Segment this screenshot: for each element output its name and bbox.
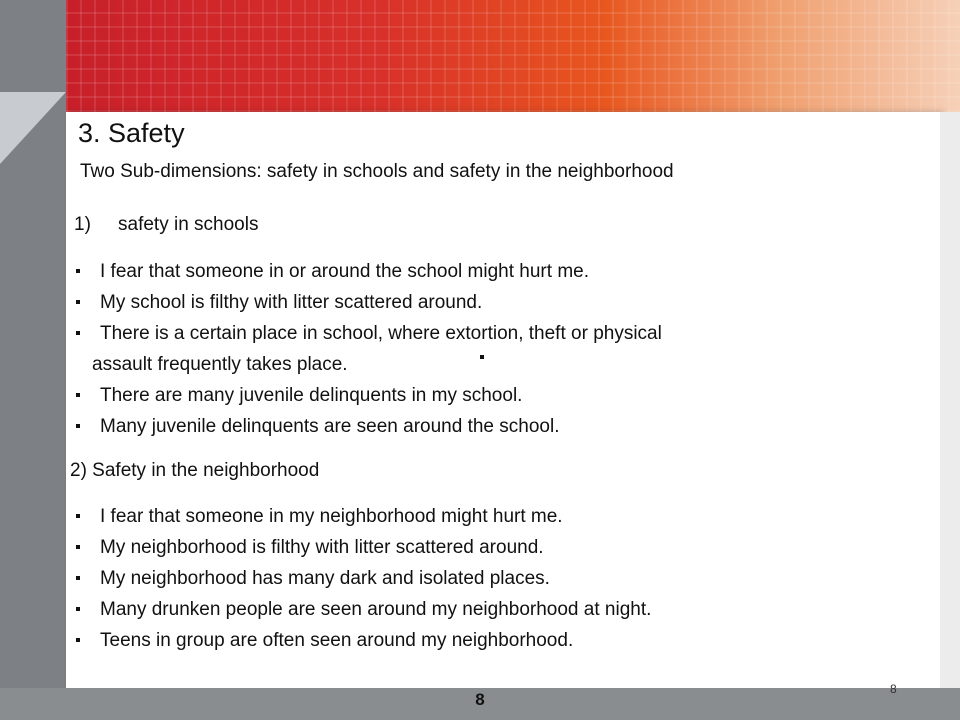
page-number: 8 (475, 690, 485, 709)
section-heading-neighborhood: 2) Safety in the neighborhood (70, 460, 320, 481)
list-item: I fear that someone in my neighborhood might hurt me. (74, 501, 651, 532)
slide-title: 3. Safety (78, 118, 185, 148)
list-item: My school is filthy with litter scattered around. (74, 287, 662, 318)
slide-number: 8 (890, 682, 897, 696)
section-heading-schools (74, 214, 258, 236)
list-item: Many juvenile delinquents are seen around the school. (74, 411, 662, 442)
slide-subtitle: Two Sub-dimensions: safety in schools and safety in the neighborhood (80, 161, 674, 182)
bullet-mark (480, 355, 484, 359)
list-item: I fear that someone in or around the school might hurt me. (74, 256, 662, 287)
list-item: Teens in group are often seen around my neighborhood. (74, 625, 651, 656)
section-number: 1) (74, 214, 91, 235)
neighborhood-safety-list (74, 501, 651, 656)
header-banner (66, 0, 960, 112)
list-item-continuation: assault frequently takes place. (92, 354, 348, 375)
corner-fold (0, 92, 66, 164)
list-item: Many drunken people are seen around my neighborhood at night. (74, 594, 651, 625)
list-item: My neighborhood has many dark and isolated places. (74, 563, 651, 594)
section-title: safety in schools (118, 214, 259, 235)
list-item: There is a certain place in school, where extortion, theft or physical (74, 318, 662, 349)
school-safety-list (74, 256, 662, 442)
list-item: There are many juvenile delinquents in my school. (74, 380, 662, 411)
list-item: My neighborhood is filthy with litter scattered around. (74, 532, 651, 563)
right-frame (940, 112, 960, 690)
